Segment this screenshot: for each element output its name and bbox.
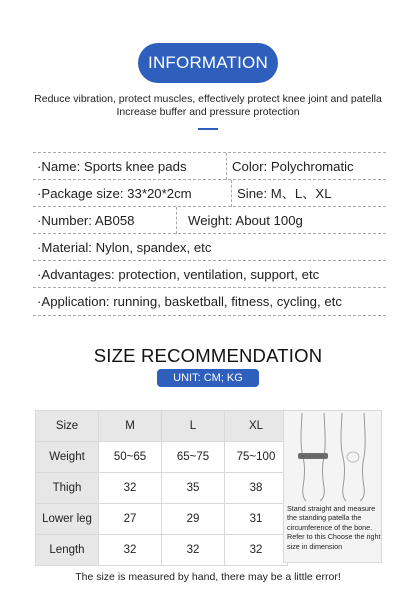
row-label: Lower leg bbox=[36, 504, 99, 535]
table-cell: 27 bbox=[99, 504, 162, 535]
info-row-advantages bbox=[33, 260, 386, 288]
info-package: ·Package size: 33*20*2cm bbox=[37, 186, 192, 201]
info-material: ·Material: Nylon, spandex, etc bbox=[37, 240, 212, 255]
table-cell: 31 bbox=[225, 504, 288, 535]
table-row bbox=[36, 504, 288, 535]
info-advantages: ·Advantages: protection, ventilation, support, etc bbox=[37, 267, 320, 282]
table-cell: 75~100 bbox=[225, 442, 288, 473]
unit-badge: UNIT: CM; KG bbox=[157, 369, 259, 387]
info-row-material bbox=[33, 233, 386, 261]
row-divider bbox=[176, 207, 177, 234]
header-cell: Size bbox=[36, 411, 99, 442]
intro-line-2: Increase buffer and pressure protection bbox=[116, 106, 300, 118]
table-cell: 32 bbox=[99, 535, 162, 566]
table-row bbox=[36, 535, 288, 566]
table-cell: 65~75 bbox=[162, 442, 225, 473]
info-row-application bbox=[33, 287, 386, 316]
table-cell: 50~65 bbox=[99, 442, 162, 473]
table-cell: 32 bbox=[162, 535, 225, 566]
row-label: Thigh bbox=[36, 473, 99, 504]
info-row-package bbox=[33, 179, 386, 207]
info-name: ·Name: Sports knee pads bbox=[37, 159, 187, 174]
header-cell: L bbox=[162, 411, 225, 442]
row-label: Weight bbox=[36, 442, 99, 473]
header-cell: M bbox=[99, 411, 162, 442]
size-table-header bbox=[36, 411, 288, 442]
size-recommendation-title: SIZE RECOMMENDATION bbox=[93, 345, 323, 366]
header-cell: XL bbox=[225, 411, 288, 442]
measurement-instructions: Stand straight and measure the standing patella the circumference of the bone. Refer to this Choose the right size in dimension bbox=[287, 504, 381, 551]
leg-measurement-figure bbox=[283, 410, 382, 563]
info-row-name bbox=[33, 152, 386, 180]
info-row-number bbox=[33, 206, 386, 234]
table-row bbox=[36, 442, 288, 473]
measurement-disclaimer: The size is measured by hand, there may be a little error! bbox=[75, 571, 341, 583]
table-cell: 35 bbox=[162, 473, 225, 504]
info-number: ·Number: AB058 bbox=[37, 213, 135, 228]
row-label: Length bbox=[36, 535, 99, 566]
table-cell: 32 bbox=[225, 535, 288, 566]
info-sine: Sine: M、L、XL bbox=[237, 186, 332, 201]
table-row bbox=[36, 473, 288, 504]
table-cell: 29 bbox=[162, 504, 225, 535]
info-weight: Weight: About 100g bbox=[188, 213, 303, 228]
info-application: ·Application: running, basketball, fitness, cycling, etc bbox=[37, 294, 342, 309]
info-color: Color: Polychromatic bbox=[232, 159, 354, 174]
information-badge: INFORMATION bbox=[138, 43, 278, 83]
section-divider bbox=[198, 128, 218, 130]
size-table bbox=[35, 410, 288, 566]
table-cell: 32 bbox=[99, 473, 162, 504]
row-divider bbox=[231, 180, 232, 207]
intro-line-1: Reduce vibration, protect muscles, effectively protect knee joint and patella bbox=[34, 93, 382, 105]
row-divider bbox=[226, 153, 227, 180]
table-cell: 38 bbox=[225, 473, 288, 504]
